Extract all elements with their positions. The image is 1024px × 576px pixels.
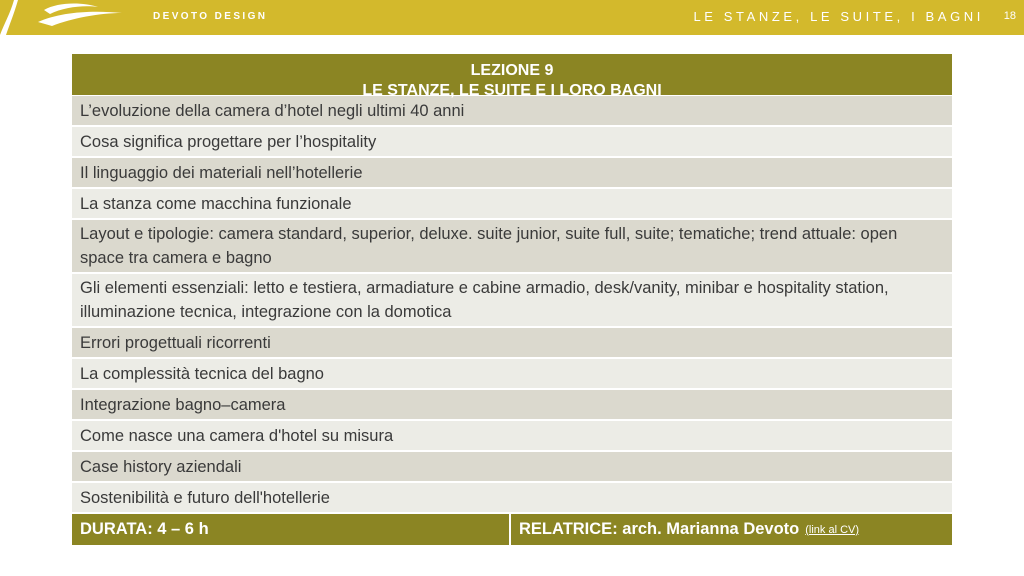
lesson-table bbox=[72, 54, 952, 545]
speaker-cell bbox=[511, 514, 952, 545]
duration-text: DURATA: 4 – 6 h bbox=[80, 520, 209, 538]
topic-row: Layout e tipologie: camera standard, superior, deluxe. suite junior, suite full, suite; tematiche; trend attuale: open space tra camera e bagno bbox=[72, 220, 952, 274]
topic-row: Errori progettuali ricorrenti bbox=[72, 328, 952, 359]
topic-row: La stanza come macchina funzionale bbox=[72, 189, 952, 220]
lesson-number: LEZIONE 9 bbox=[470, 62, 554, 79]
topic-row: Cosa significa progettare per l’hospitality bbox=[72, 127, 952, 158]
page-number: 18 bbox=[1003, 10, 1016, 22]
topic-row: La complessità tecnica del bagno bbox=[72, 359, 952, 390]
table-header bbox=[72, 54, 952, 99]
topic-row: L’evoluzione della camera d’hotel negli ultimi 40 anni bbox=[72, 96, 952, 127]
topic-list bbox=[72, 96, 952, 514]
topic-row: Integrazione bagno–camera bbox=[72, 390, 952, 421]
topic-row: Case history aziendali bbox=[72, 452, 952, 483]
topic-row: Come nasce una camera d'hotel su misura bbox=[72, 421, 952, 452]
topic-row: Gli elementi essenziali: letto e testiera, armadiature e cabine armadio, desk/vanity, minibar e hospitality station, illuminazione tecnica, integrazione con la domotica bbox=[72, 274, 952, 328]
brand-name: DEVOTO DESIGN bbox=[153, 11, 268, 22]
brand-logo-icon bbox=[0, 0, 140, 35]
table-footer bbox=[72, 514, 952, 545]
lesson-title: LE STANZE, LE SUITE E I LORO BAGNI bbox=[362, 82, 662, 99]
top-bar bbox=[0, 0, 1024, 35]
topic-row: Il linguaggio dei materiali nell’hotellerie bbox=[72, 158, 952, 189]
speaker-text: RELATRICE: arch. Marianna Devoto bbox=[519, 520, 800, 538]
duration-cell bbox=[72, 514, 511, 545]
section-title: LE STANZE, LE SUITE, I BAGNI bbox=[693, 9, 984, 24]
topic-row: Sostenibilità e futuro dell'hotellerie bbox=[72, 483, 952, 514]
cv-link[interactable]: (link al CV) bbox=[805, 523, 860, 536]
